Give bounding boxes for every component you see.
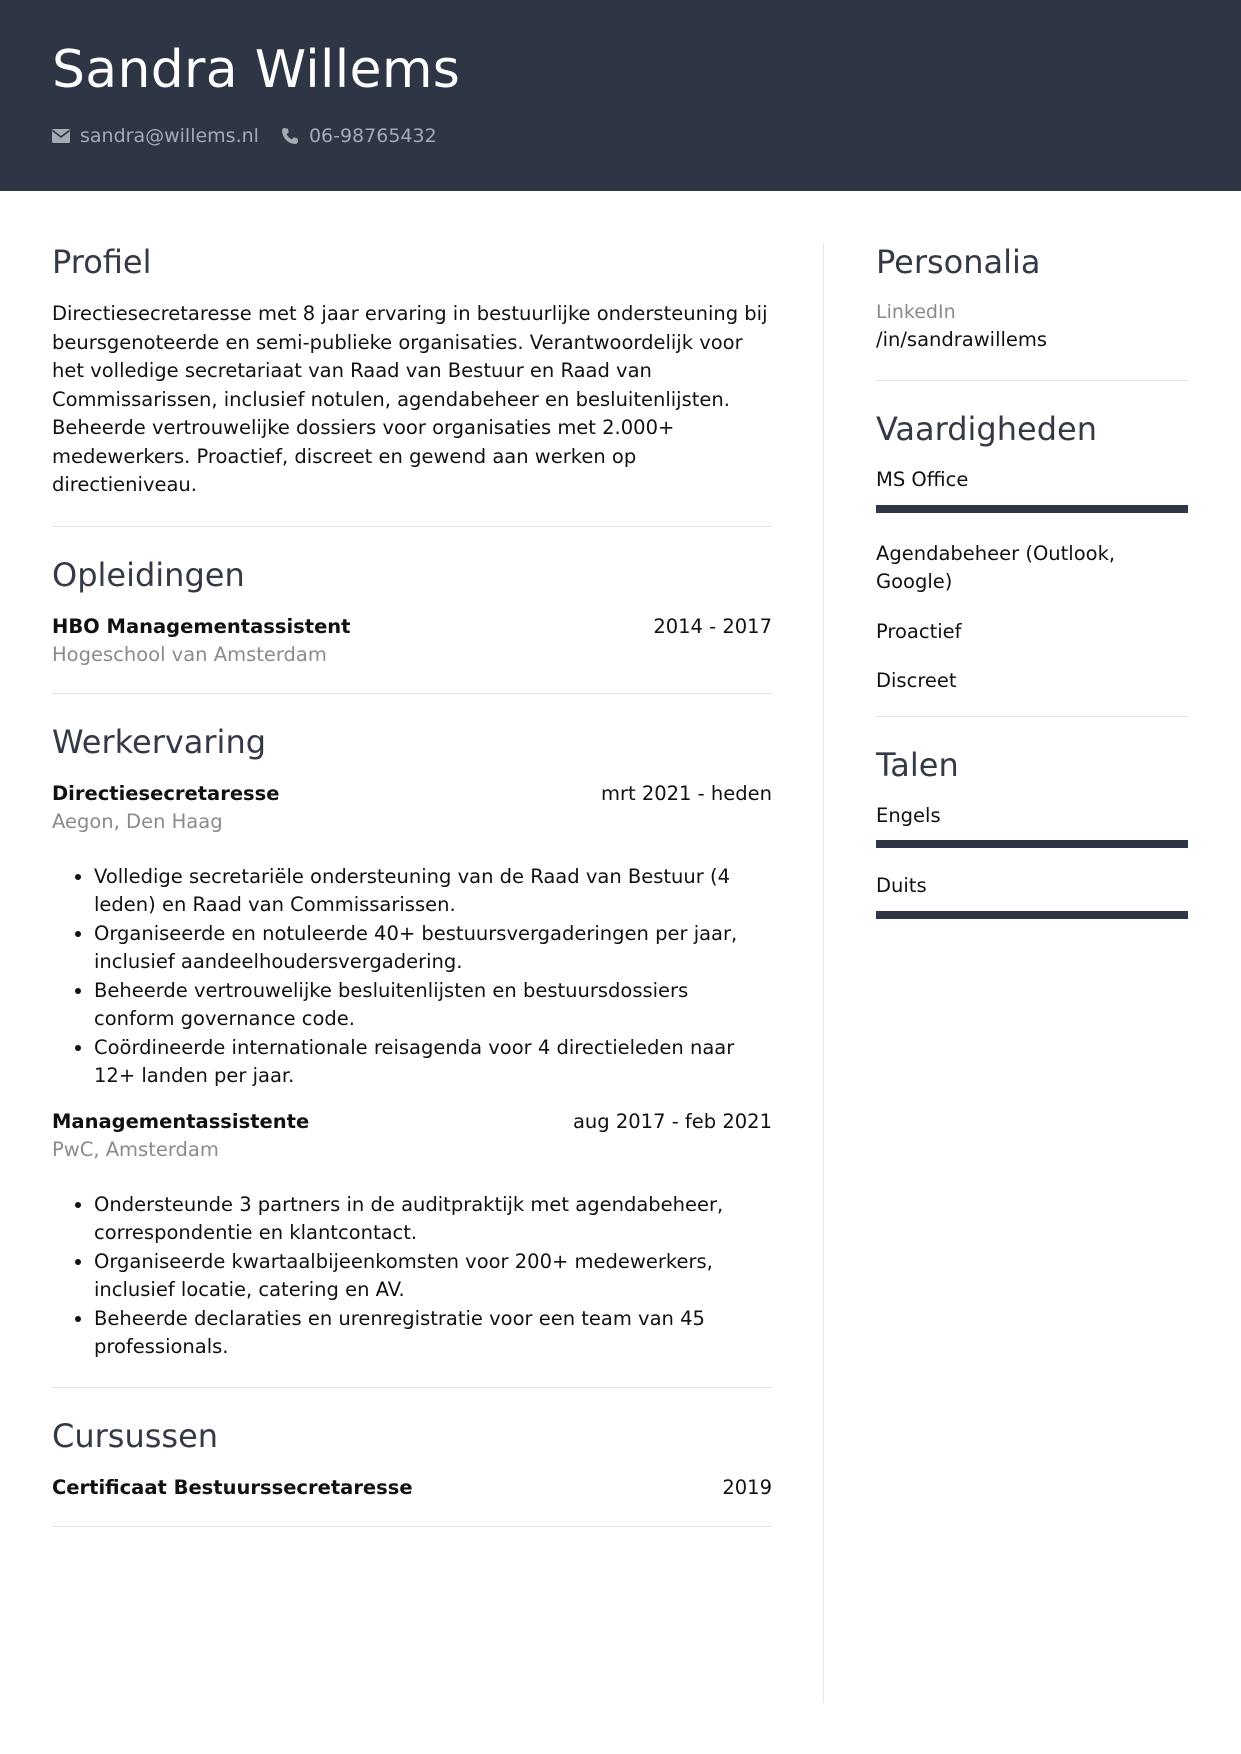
contact-email[interactable] (52, 125, 259, 147)
contact-row (52, 122, 459, 150)
profile-section (52, 240, 772, 527)
job-title: Managementassistente (52, 1109, 310, 1133)
list-item: • Beheerde vertrouwelijke besluitenlijsten en bestuursdossiers conform governance code. (94, 977, 772, 1034)
company-name: Aegon, Den Haag (52, 809, 223, 833)
list-item: • Organiseerde kwartaalbijeenkomsten voor 200+ medewerkers, inclusief locatie, catering en AV. (94, 1248, 772, 1305)
skill-name: Agendabeheer (Outlook, Google) (876, 541, 1116, 593)
section-title: Vaardigheden (876, 410, 1097, 448)
education-dates: 2014 - 2017 (653, 614, 772, 638)
section-title: Profiel (52, 243, 152, 281)
profile-text: Directiesecretaresse met 8 jaar ervaring in bestuurlijke ondersteuning bij beursgenoteerde en semi-publieke organisaties. Verantwoordelijk voor het volledige secretariaat van Raad van Bestuur en Raad van Commissarissen, inclusief notulen, agendabeheer en besluitenlijsten. Beheerde vertrouwelijke dossiers voor organisaties met 2.000+ medewerkers. Proactief, discreet en gewend aan werken op directieniveau. (52, 302, 768, 496)
language-level-fill (876, 911, 1188, 919)
degree-title: HBO Managementassistent (52, 614, 351, 638)
linkedin-label: LinkedIn (876, 301, 956, 323)
contact-phone[interactable] (281, 125, 437, 147)
company-name: PwC, Amsterdam (52, 1137, 219, 1161)
section-title: Talen (876, 745, 959, 784)
linkedin-value[interactable]: /in/sandrawillems (876, 328, 1048, 351)
sidebar-column (876, 240, 1188, 919)
skill-name: Discreet (876, 669, 957, 692)
personal-section (876, 240, 1188, 381)
skill-level-fill (876, 505, 1188, 513)
email-text: sandra@willems.nl (80, 125, 259, 147)
skill-item (876, 466, 1188, 513)
job-dates: aug 2017 - feb 2021 (572, 1109, 772, 1133)
language-item (876, 872, 1188, 919)
experience-entry (52, 780, 772, 1091)
school-name: Hogeschool van Amsterdam (52, 642, 327, 666)
education-section (52, 553, 772, 694)
skill-name: MS Office (876, 468, 969, 491)
skill-level-bar (876, 505, 1188, 513)
courses-section (52, 1414, 772, 1527)
section-title: Opleidingen (52, 555, 245, 594)
section-title: Personalia (876, 243, 1041, 281)
list-item: • Organiseerde en notuleerde 40+ bestuursvergaderingen per jaar, inclusief aandeelhoudersvergadering. (94, 920, 772, 977)
experience-entry (52, 1108, 772, 1362)
job-bullets (52, 1191, 772, 1362)
language-name: Duits (876, 874, 927, 897)
language-name: Engels (876, 803, 941, 827)
candidate-name: Sandra Willems (52, 40, 461, 100)
job-title: Directiesecretaresse (52, 781, 280, 805)
list-item: • Coördineerde internationale reisagenda voor 4 directieleden naar 12+ landen per jaar. (94, 1034, 772, 1091)
languages-section (876, 743, 1188, 919)
header-banner (0, 0, 1241, 191)
job-bullets (52, 863, 772, 1091)
phone-icon (281, 127, 299, 145)
course-year: 2019 (722, 1475, 772, 1499)
phone-text: 06-98765432 (308, 125, 437, 147)
list-item: • Ondersteunde 3 partners in de auditpraktijk met agendabeheer, correspondentie en klantcontact. (94, 1191, 772, 1248)
language-item (876, 802, 1188, 849)
list-item: • Beheerde declaraties en urenregistratie voor een team van 45 professionals. (94, 1305, 772, 1362)
skill-name: Proactief (876, 619, 962, 643)
experience-section (52, 720, 772, 1388)
job-dates: mrt 2021 - heden (600, 781, 772, 805)
course-name: Certificaat Bestuurssecretaresse (52, 1475, 413, 1499)
language-level-bar (876, 911, 1188, 919)
column-divider (823, 243, 824, 1703)
envelope-icon (52, 129, 70, 143)
main-column (52, 240, 772, 1527)
list-item: • Volledige secretariële ondersteuning van de Raad van Bestuur (4 leden) en Raad van Commissarissen. (94, 863, 772, 920)
section-title: Cursussen (52, 1416, 219, 1455)
language-level-fill (876, 840, 1188, 848)
course-entry (52, 1474, 772, 1502)
section-title: Werkervaring (52, 722, 267, 761)
language-level-bar (876, 840, 1188, 848)
education-entry (52, 613, 772, 669)
skills-section (876, 407, 1188, 717)
